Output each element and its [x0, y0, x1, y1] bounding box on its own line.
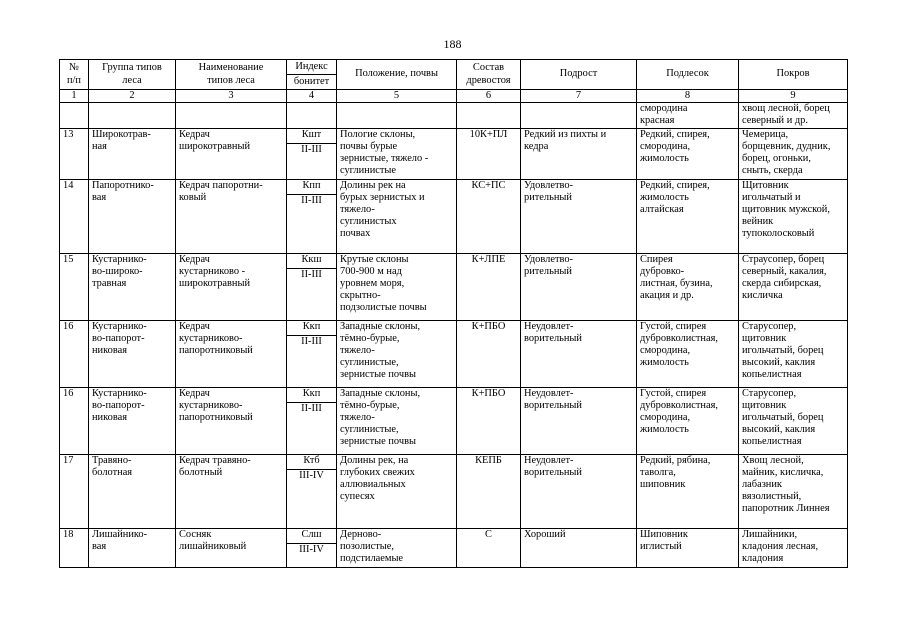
forest-types-table — [59, 59, 848, 568]
cell-bonitet: III-IV — [287, 544, 337, 568]
cell-number: 18 — [60, 529, 89, 568]
cell-number: 17 — [60, 455, 89, 529]
column-number: 6 — [457, 90, 521, 103]
cell-young-growth: Удовлетво- рительный — [521, 254, 637, 321]
cell-bonitet: II-III — [287, 195, 337, 254]
header-index: Индекс — [287, 60, 337, 75]
cell-cover: Щитовник игольчатый и щитовник мужской, вейник тупоколосковый — [739, 180, 848, 254]
cell-bonitet: III-IV — [287, 470, 337, 529]
cell-index: Кпп — [287, 180, 337, 195]
cell-forest-group: Папоротнико- вая — [89, 180, 176, 254]
column-number: 4 — [287, 90, 337, 103]
cell-cover: Чемерица, борщевник, дудник, борец, огоньки, сныть, скерда — [739, 129, 848, 180]
cell-forest-group: Кустарнико- во-папорот- никовая — [89, 321, 176, 388]
cell-young-growth: Удовлетво- рительный — [521, 180, 637, 254]
cell-cover: Хвощ лесной, майник, кисличка, лабазник вязолистный, папоротник Линнея — [739, 455, 848, 529]
cell-forest-type-name: Сосняк лишайниковый — [176, 529, 287, 568]
cell-bonitet: II-III — [287, 269, 337, 321]
cell-forest-type-name: Кедрач широкотравный — [176, 129, 287, 180]
cell-number: 15 — [60, 254, 89, 321]
header-cover: Покров — [739, 60, 848, 90]
cell-position-soil: Западные склоны, тёмно-бурые, тяжело- суглинистые, зернистые почвы — [337, 388, 457, 455]
cell-forest-group: Травяно- болотная — [89, 455, 176, 529]
cell-forest-group: Широкотрав- ная — [89, 129, 176, 180]
cell-composition: К+ПБО — [457, 321, 521, 388]
column-number: 2 — [89, 90, 176, 103]
cell-undergrowth: Редкий, спирея, смородина, жимолость — [637, 129, 739, 180]
cell-undergrowth: Шиповник иглистый — [637, 529, 739, 568]
cell-position-soil: Западные склоны, тёмно-бурые, тяжело- суглинистые, зернистые почвы — [337, 321, 457, 388]
cell-composition: КЕПБ — [457, 455, 521, 529]
cell-bonitet: II-III — [287, 403, 337, 455]
table-row — [60, 129, 848, 144]
column-number: 1 — [60, 90, 89, 103]
cell-young-growth: Неудовлет- ворительный — [521, 455, 637, 529]
header-bonitet: бонитет — [287, 75, 337, 90]
cell-position-soil: Дерново- позолистые, подстилаемые — [337, 529, 457, 568]
cell-number: 16 — [60, 321, 89, 388]
header-forest-group: Группа типов леса — [89, 60, 176, 90]
column-number: 7 — [521, 90, 637, 103]
cell-undergrowth: Густой, спирея дубровколистная, смородина, жимолость — [637, 388, 739, 455]
continuation-undergrowth: смородина красная — [637, 103, 739, 129]
table-row — [60, 254, 848, 269]
cell-bonitet: II-III — [287, 144, 337, 180]
column-number: 5 — [337, 90, 457, 103]
cell-cover: Старусопер, щитовник игольчатый, борец высокий, каклия копьелистная — [739, 321, 848, 388]
cell-composition: С — [457, 529, 521, 568]
cell-undergrowth: Густой, спирея дубровколистная, смородина, жимолость — [637, 321, 739, 388]
column-number: 8 — [637, 90, 739, 103]
cell-index: Ккп — [287, 321, 337, 336]
table-row — [60, 388, 848, 403]
continuation-cover: хвощ лесной, борец северный и др. — [739, 103, 848, 129]
cell-index: Ктб — [287, 455, 337, 470]
cell-bonitet: II-III — [287, 336, 337, 388]
cell-composition: К+ЛПЕ — [457, 254, 521, 321]
cell-cover: Старусопер, щитовник игольчатый, борец высокий, каклия копьелистная — [739, 388, 848, 455]
cell-position-soil: Крутые склоны 700-900 м над уровнем моря, скрытно- подзолистые почвы — [337, 254, 457, 321]
cell-number: 13 — [60, 129, 89, 180]
table-body — [60, 103, 848, 568]
column-number: 3 — [176, 90, 287, 103]
cell-index: Слш — [287, 529, 337, 544]
header-composition: Состав древостоя — [457, 60, 521, 90]
cell-undergrowth: Спирея дубровко- листная, бузина, акация и др. — [637, 254, 739, 321]
column-number: 9 — [739, 90, 848, 103]
cell-young-growth: Неудовлет- ворительный — [521, 388, 637, 455]
cell-forest-type-name: Кедрач кустарниково- папоротниковый — [176, 321, 287, 388]
cell-forest-type-name: Кедрач травяно- болотный — [176, 455, 287, 529]
table-row — [60, 180, 848, 195]
cell-composition: КС+ПС — [457, 180, 521, 254]
cell-young-growth: Редкий из пихты и кедра — [521, 129, 637, 180]
cell-undergrowth: Редкий, рябина, таволга, шиповник — [637, 455, 739, 529]
cell-forest-group: Лишайнико- вая — [89, 529, 176, 568]
continuation-row — [60, 103, 848, 129]
cell-index: Кшт — [287, 129, 337, 144]
cell-young-growth: Неудовлет- ворительный — [521, 321, 637, 388]
table-row — [60, 321, 848, 336]
cell-position-soil: Пологие склоны, почвы бурые зернистые, тяжело - суглинистые — [337, 129, 457, 180]
cell-position-soil: Долины рек, на глубоких свежих аллювиальных супесях — [337, 455, 457, 529]
cell-number: 14 — [60, 180, 89, 254]
header-number: № п/п — [60, 60, 89, 90]
header-position-soil: Положение, почвы — [337, 60, 457, 90]
cell-forest-type-name: Кедрач кустарниково- папоротниковый — [176, 388, 287, 455]
cell-young-growth: Хороший — [521, 529, 637, 568]
page-number: 188 — [443, 37, 462, 51]
table-row — [60, 529, 848, 544]
cell-number: 16 — [60, 388, 89, 455]
cell-index: Ккш — [287, 254, 337, 269]
cell-forest-group: Кустарнико- во-широко- травная — [89, 254, 176, 321]
cell-index: Ккп — [287, 388, 337, 403]
cell-composition: К+ПБО — [457, 388, 521, 455]
header-forest-type-name: Наименование типов леса — [176, 60, 287, 90]
table-row — [60, 455, 848, 470]
cell-position-soil: Долины рек на бурых зернистых и тяжело- суглинистых почвах — [337, 180, 457, 254]
header-undergrowth: Подлесок — [637, 60, 739, 90]
cell-composition: 10К+ПЛ — [457, 129, 521, 180]
cell-cover: Лишайники, кладония лесная, кладония — [739, 529, 848, 568]
cell-forest-type-name: Кедрач кустарниково - широкотравный — [176, 254, 287, 321]
cell-forest-group: Кустарнико- во-папорот- никовая — [89, 388, 176, 455]
cell-cover: Страусопер, борец северный, какалия, скерда сибирская, кисличка — [739, 254, 848, 321]
cell-forest-type-name: Кедрач папоротни- ковый — [176, 180, 287, 254]
header-young-growth: Подрост — [521, 60, 637, 90]
cell-undergrowth: Редкий, спирея, жимолость алтайская — [637, 180, 739, 254]
